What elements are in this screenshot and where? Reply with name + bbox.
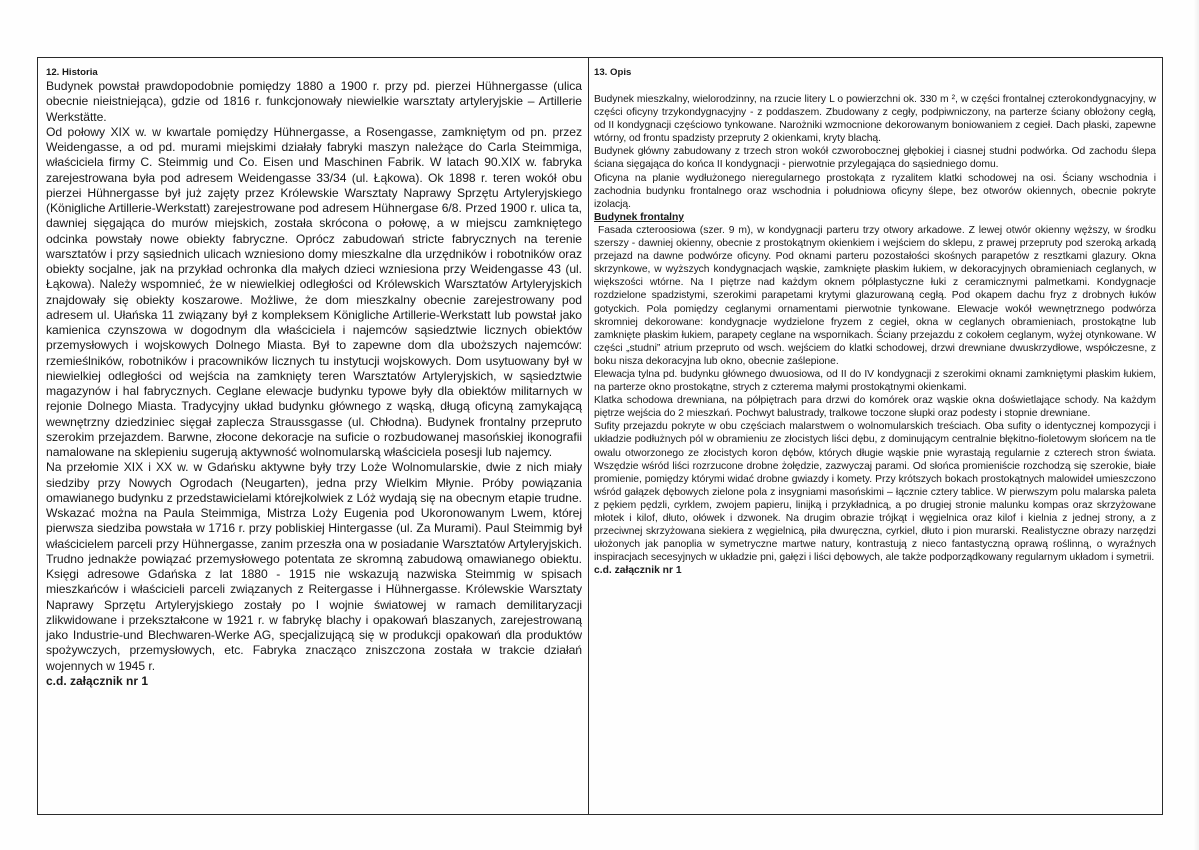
description-paragraph: Elewacja tylna pd. budynku głównego dwuosiowa, od II do IV kondygnacji z szerokimi oknami zamkniętymi płaskim łukiem, na parterze okno prostokątne, strych z czterema małymi prostokątnymi okienkami. [594,368,1156,394]
description-paragraph: Fasada czteroosiowa (szer. 9 m), w kondygnacji parteru trzy otwory arkadowe. Z lewej otwór okienny węższy, w środku szerszy - dawniej okienny, obecnie z prostokątnym okienkiem i wejściem do sklepu, z prawej przepruty pod szeroką arkadą przejazd na dawne podwórze oficyny. Pod oknami parteru pozostałości skośnych parapetów z resztkami glazury. Okna skrzynkowe, w wyższych kondygnacjach wąskie, zamknięte płaskim łukiem, w dekoracyjnych obramieniach ceglanych, w większości wtórne. Na I piętrze nad każdym oknem półplastyczne łuki z ceramicznymi palmetkami. Kondygnacje rozdzielone spadzistymi, szerokimi parapetami krytymi glazurowaną cegłą. Pod okapem dachu fryz z drobnych łuków gotyckich. Pola pomiędzy ceglanymi ornamentami pierwotnie tynkowane. Elewacje wokół wewnętrznego podwórza skromniej dekorowane: kondygnacje wydzielone fryzem z cegieł, okna w ceglanych obramieniach, prostokątne lub zamknięte płaskim łukiem, parapety ceglane na wspornikach. Ściany przejazdu z cokołem ceglanym, wyżej otynkowane. W części „studni” atrium przepruto od wsch. wejściem do klatki schodowej, drzwi drewniane dwuskrzydłowe, współczesne, z boku nisza dekoracyjna lub okno, obecnie zaślepione. [594,224,1159,367]
description-body [594,93,1159,564]
description-paragraph: Oficyna na planie wydłużonego nieregularnego prostokąta z ryzalitem klatki schodowej na osi. Ściany wschodnia i zachodnia budynku frontalnego oraz wschodnia i południowa oficyny ślepe, bez otworów okiennych, obecnie pokryte izolacją. [594,172,1156,210]
history-column [46,66,582,689]
description-continued-note: c.d. załącznik nr 1 [594,565,682,577]
history-heading: 12. Historia [46,67,98,78]
history-paragraph: Budynek powstał prawdopodobnie pomiędzy 1880 a 1900 r. przy pd. pierzei Hühnergasse (ulica obecnie nieistniejąca), gdzie od 1816 r. funkcjonowały niewielkie warsztaty artyleryjskie – Artillerie Werkstätte. [46,79,582,124]
description-paragraph: Budynek główny zabudowany z trzech stron wokół czworobocznej głębokiej i ciasnej studni podwórka. Od zachodu ślepa ściana sięgająca do końca II kondygnacji - pierwotnie przylegająca do sąsiedniego domu. [594,146,1156,171]
description-paragraph: Klatka schodowa drewniana, na półpiętrach para drzwi do komórek oraz wąskie okna doświetlające schody. Na każdym piętrze wejścia do 2 mieszkań. Pochwyt balustrady, tralkowe toczone słupki oraz podesty i stopnie drewniane. [594,395,1156,420]
front-building-subheading: Budynek frontalny [594,211,684,223]
history-paragraph: Od połowy XIX w. w kwartale pomiędzy Hühnergasse, a Rosengasse, zamkniętym od pn. przez Weidengasse, a od pd. murami miejskimi działały fabryki maszyn należące do Carla Steimmiga, właściciela firmy C. Steimmig und Co. Eisen und Maschinen Fabrik. W latach 90.XIX w. fabryka zarejestrowana była pod adresem Weidengasse 33/34 (ul. Łąkowa). Ok 1898 r. teren wokół obu pierzei Hühnergasse był już zajęty przez Królewskie Warsztaty Naprawy Sprzętu Artyleryjskiego (Königliche Artillerie-Werkstatt) zarejestrowane pod adresem Hühnergase 6/8. Przed 1900 r. ulica ta, dawniej sięgająca do murów miejskich, została skrócona o połowę, a w miejscu zamkniętego odcinka powstały nowe obiekty fabryczne. Oprócz zabudowań stricte fabrycznych na terenie warsztatów i przy sąsiednich ulicach wzniesiono domy mieszkalne dla urzędników i robotników oraz obiekty socjalne, jak na przykład ochronka dla małych dzieci wzniesiona przy Weidengasse 43 (ul. Łąkowa). Należy wspomnieć, że w niewielkiej odległości od Królewskich Warsztatów Artyleryjskich znajdowały się obiekty koszarowe. Możliwe, że dom mieszkalny obecnie zarejestrowany pod adresem ul. Ułańska 11 związany był z kompleksem Königliche Artillerie-Werkstatt lub powstał jako kamienica czynszowa w dogodnym dla właściciela i najemców sąsiedztwie licznych obiektów przemysłowych i wojskowych Dolnego Miasta. Był to zapewne dom dla uboższych najemców: rzemieślników, robotników i pracowników licznych tu instytucji wojskowych. Dom usytuowany był w niewielkiej odległości od wejścia na zamknięty teren Warsztatów Artyleryjskich, w sąsiedztwie magazynów i hal fabrycznych. Ceglane elewacje budynku typowe były dla obiektów militarnych w rejonie Dolnego Miasta. Tradycyjny układ budynku głównego z wąską, długą oficyną zamykającą wewnętrzny dziedziniec sięgał zaplecza Straussgasse (ul. Chłodna). Budynek frontalny przepruto szerokim przejazdem. Barwne, złocone dekoracje na suficie o rozbudowanej masońskiej ikonografii namalowane na sklepieniu sugerują aktywność wolnomularską właściciela posesji lub najemcy. [46,124,582,459]
description-paragraph: Sufity przejazdu pokryte w obu częściach malarstwem o wolnomularskich treściach. Oba sufity o identycznej kompozycji i układzie podłużnych pól w obramieniu ze złocistych liści dębu, z dominującym centralnie błękitno-fioletowym słońcem na tle owalu otworzonego ze złocistych koron dębów, których długie wąskie pnie wyrastają regularnie z czterech stron świata. Wszędzie wśród liści rozrzucone drobne żołędzie, zazwyczaj parami. Od słońca promieniście rozchodzą się szerokie, białe promienie, pomiędzy którymi widać drobne gwiazdy i komety. Przy krótszych bokach prostokątnych malowideł umieszczono wśród gałązek dębowych zielone pola z insygniami masońskimi – łącznie cztery tablice. W pierwszym polu malarska paleta z pękiem pędzli, cyrklem, zwojem papieru, linijką i przykładnicą, a po drugiej stronie malunku kompas oraz skrzyżowane młotek i kilof, dłuto, ołówek i dzwonek. Na drugim obrazie trójkąt i węgielnica oraz kilof i kielnia z jednej strony, a z przeciwnej skrzyżowana siekiera z węgielnicą, piła dwuręczna, cyrkiel, dłuto i pion murarski. Realistyczne obrazy narzędzi ułożonych jak panoplia w symetryczne martwe natury, kontrastują z nieco fantastyczną oprawą roślinną, o wyraźnych inspiracjach secesyjnych w układzie pni, gałęzi i liści dębowych, ale także podporządkowany regularnym układom i symetrii. [594,421,1156,564]
history-body [46,79,582,674]
scan-edge-shadow [1193,0,1199,850]
description-paragraph: Budynek mieszkalny, wielorodzinny, na rzucie litery L o powierzchni ok. 330 m ², w części frontalnej czterokondygnacyjny, w części oficyny trzykondygnacyjny - z poddaszem. Zbudowany z cegły, podpiwniczony, na parterze ściany obłożony cegłą, od II kondygnacji częściowo tynkowane. Narożniki wzmocnione dekorowanym boniowaniem z cegieł. Dach płaski, zapewne wtórny, od frontu spadzisty przepruty 2 okienkami, kryty blachą. [594,94,1156,145]
column-divider [588,57,589,815]
description-column [594,66,1159,577]
history-paragraph: Na przełomie XIX i XX w. w Gdańsku aktywne były trzy Loże Wolnomularskie, dwie z nich miały siedziby przy Nowych Ogrodach (Neugarten), jedna przy Wielkim Młynie. Próby powiązania omawianego budynku z przedstawicielami którejkolwiek z Lóż wydają się na obecnym etapie trudne. Wskazać można na Paula Steimmiga, Mistrza Loży Eugenia pod Ukoronowanym Lwem, której pierwsza siedziba powstała w 1716 r. przy pobliskiej Hintergasse (ul. Za Murami). Paul Steimmig był właścicielem parceli przy Hühnergasse, zanim przeszła ona w posiadanie Warsztatów Artyleryjskich. Trudno jednakże powiązać przemysłowego potentata ze skromną zabudową omawianego obiektu. Księgi adresowe Gdańska z lat 1880 - 1915 nie wskazują nazwiska Steimmig w spisach mieszkańców i właścicieli parceli związanych z Reitergasse i Hühnergasse. Królewskie Warsztaty Naprawy Sprzętu Artyleryjskiego zostały po I wojnie światowej w ramach demilitaryzacji zlikwidowane i przekształcone w 1921 r. w fabrykę blachy i opakowań blaszanych, zarejestrowaną jako Industrie-und Blechwaren-Werke AG, specjalizującą się w produkcji opakowań dla produktów spożywczych, przemysłowych, etc. Fabryka znacząco zniszczona została w trakcie działań wojennych w 1945 r. [46,460,582,673]
history-continued-note: c.d. załącznik nr 1 [46,673,149,688]
description-heading: 13. Opis [594,67,632,78]
